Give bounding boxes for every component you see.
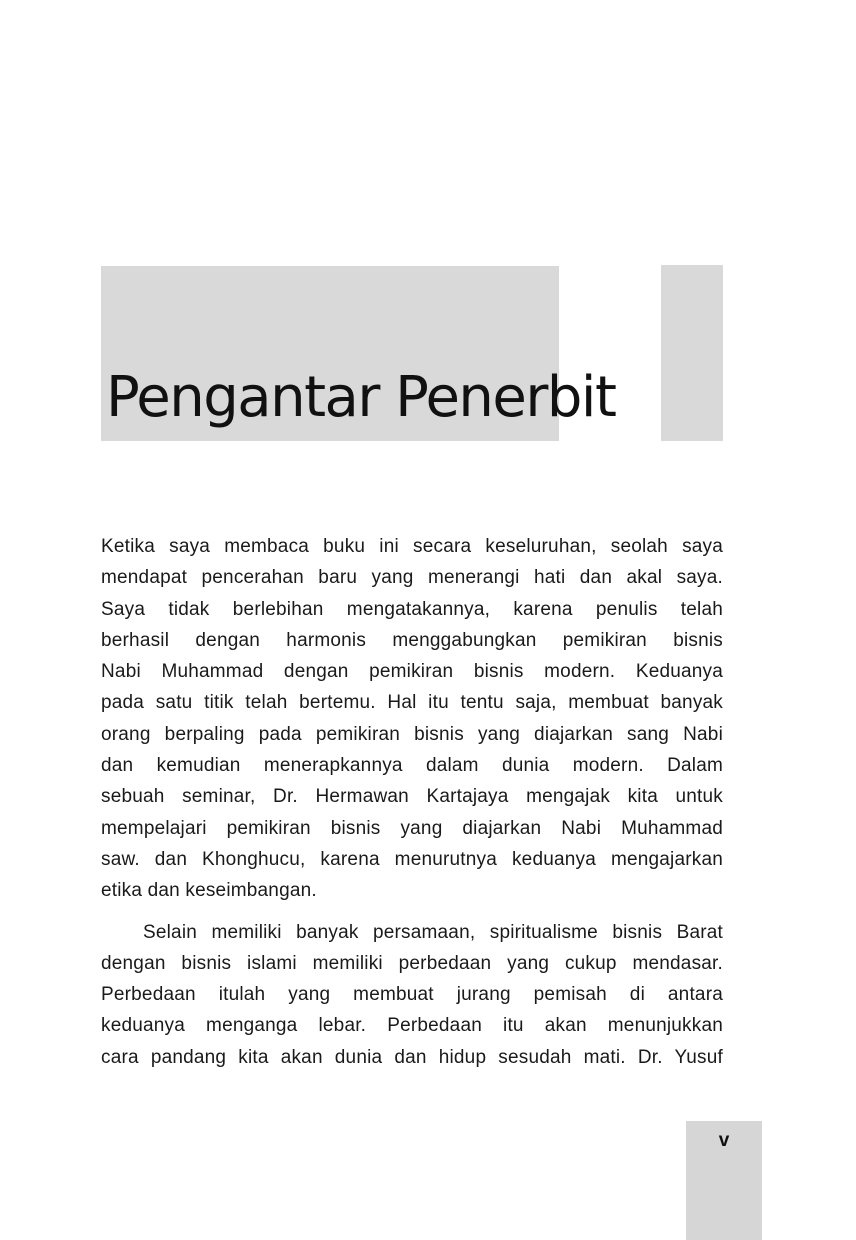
page-number: v (718, 1130, 730, 1151)
text-line: mempelajari pemikiran bisnis yang diajarkan Nabi Muhammad (101, 817, 723, 839)
text-line: etika dan keseimbangan. (101, 880, 317, 902)
page-number-tab (686, 1121, 762, 1240)
text-line: saw. dan Khonghucu, karena menurutnya keduanya mengajarkan (101, 848, 723, 870)
text-line: pada satu titik telah bertemu. Hal itu tentu saja, membuat banyak (101, 692, 723, 714)
body-text (101, 531, 723, 1073)
text-line: dan kemudian menerapkannya dalam dunia modern. Dalam (101, 755, 723, 777)
text-line: orang berpaling pada pemikiran bisnis yang diajarkan sang Nabi (101, 723, 723, 745)
text-line: keduanya menganga lebar. Perbedaan itu akan menunjukkan (101, 1015, 723, 1037)
text-line: Ketika saya membaca buku ini secara keseluruhan, seolah saya (101, 536, 723, 557)
text-line: Perbedaan itulah yang membuat jurang pemisah di antara (101, 984, 723, 1006)
text-line: Selain memiliki banyak persamaan, spiritualisme bisnis Barat (143, 921, 723, 943)
text-line: cara pandang kita akan dunia dan hidup sesudah mati. Dr. Yusuf (101, 1046, 723, 1068)
text-line: berhasil dengan harmonis menggabungkan pemikiran bisnis (101, 629, 723, 651)
text-line: Saya tidak berlebihan mengatakannya, karena penulis telah (101, 598, 723, 620)
chapter-side-tab (661, 265, 723, 441)
text-line: dengan bisnis islami memiliki perbedaan yang cukup mendasar. (101, 952, 723, 974)
text-line: Nabi Muhammad dengan pemikiran bisnis modern. Keduanya (101, 661, 723, 683)
chapter-title: Pengantar Penerbit (106, 365, 616, 430)
text-line: sebuah seminar, Dr. Hermawan Kartajaya mengajak kita untuk (101, 786, 723, 808)
text-line: mendapat pencerahan baru yang menerangi hati dan akal saya. (101, 567, 723, 589)
